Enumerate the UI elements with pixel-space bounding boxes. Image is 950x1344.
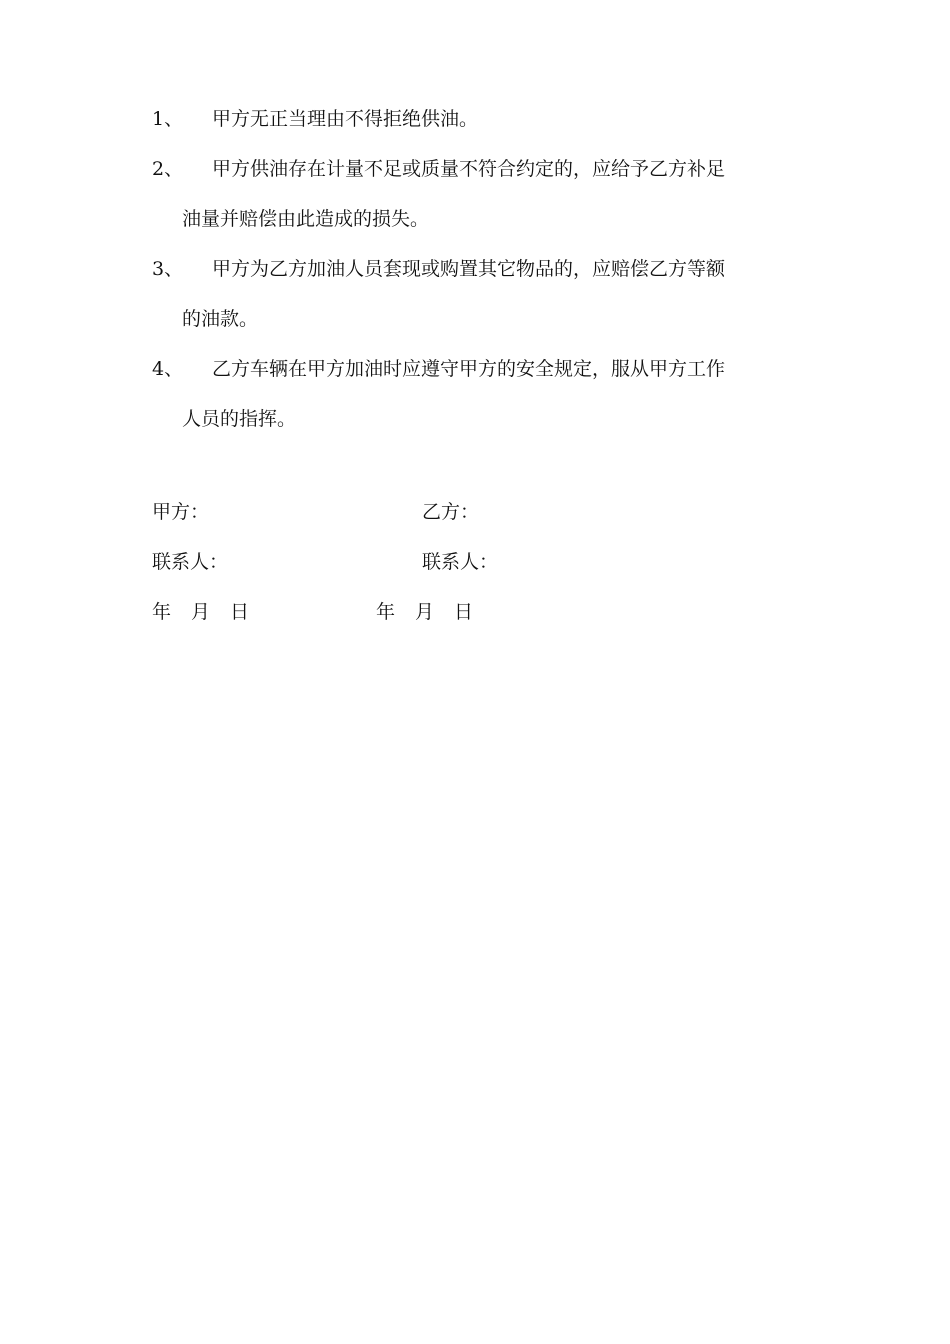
clause-number: 4、	[152, 358, 184, 380]
clause-number: 2、	[152, 158, 184, 180]
date-b-year: 年	[376, 601, 396, 623]
date-b-month: 月	[415, 601, 435, 623]
clause-number: 1、	[152, 108, 184, 130]
signature-block	[152, 494, 812, 644]
date-b-day: 日	[454, 601, 474, 623]
party-row	[152, 494, 812, 544]
contact-row	[152, 544, 812, 594]
contact-a-label: 联系人：	[152, 551, 229, 573]
clause-list	[152, 94, 812, 444]
clause-text-line: 乙方车辆在甲方加油时应遵守甲方的安全规定，服从甲方工作	[212, 358, 726, 380]
party-b-label: 乙方：	[422, 501, 480, 523]
date-a	[152, 594, 249, 630]
clause-text-line: 甲方供油存在计量不足或质量不符合约定的，应给予乙方补足	[212, 158, 726, 180]
date-a-year: 年	[152, 601, 172, 623]
clause-text-continuation: 油量并赔偿由此造成的损失。	[182, 208, 430, 230]
clause-text-continuation: 人员的指挥。	[182, 408, 297, 430]
date-a-month: 月	[191, 601, 211, 623]
clause-1	[152, 94, 812, 144]
party-a-label: 甲方：	[152, 501, 210, 523]
date-a-day: 日	[230, 601, 250, 623]
clause-2	[152, 144, 812, 244]
clause-number: 3、	[152, 258, 184, 280]
contact-b-label: 联系人：	[422, 551, 499, 573]
date-b	[376, 594, 473, 630]
clause-text-line: 甲方无正当理由不得拒绝供油。	[212, 108, 479, 130]
clause-4	[152, 344, 812, 444]
clause-3	[152, 244, 812, 344]
clause-text-line: 甲方为乙方加油人员套现或购置其它物品的，应赔偿乙方等额	[212, 258, 726, 280]
clause-text-continuation: 的油款。	[182, 308, 259, 330]
date-row	[152, 594, 812, 644]
